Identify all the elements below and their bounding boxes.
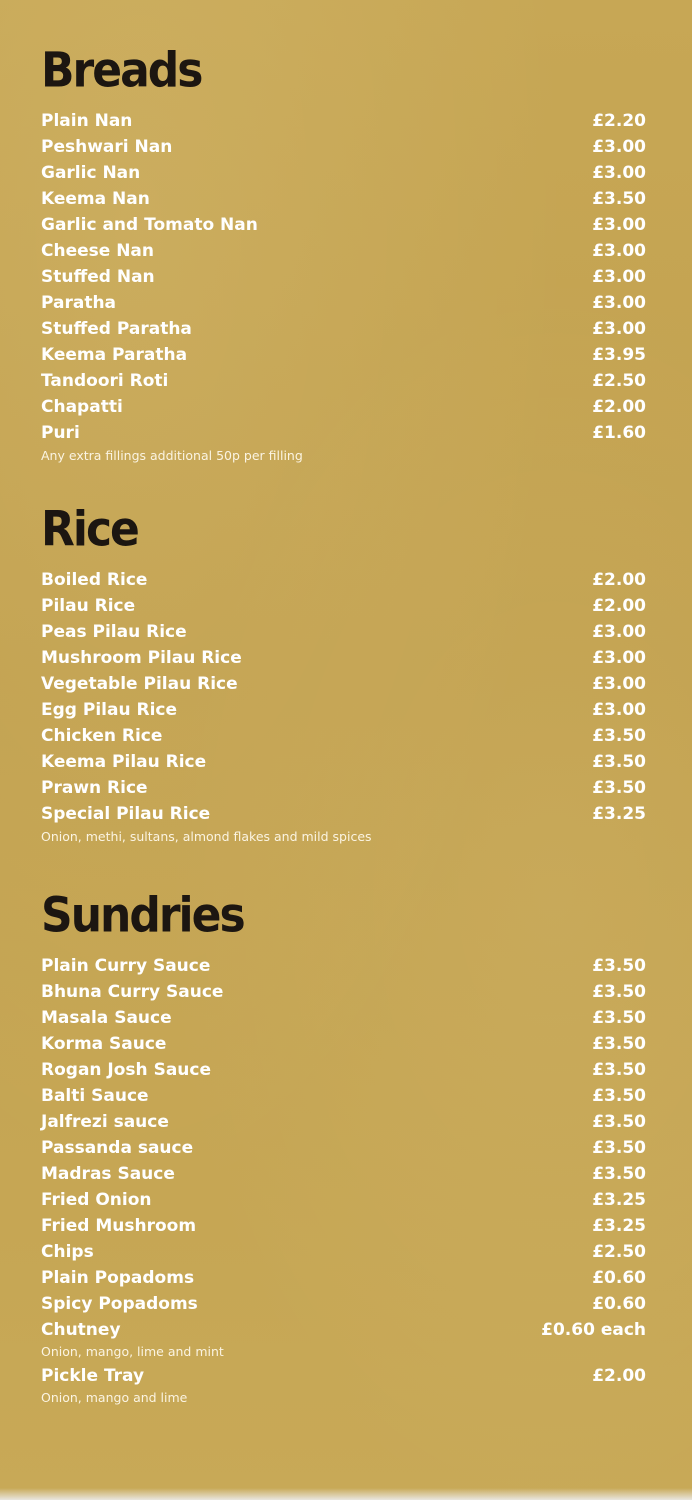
- item-name: Prawn Rice: [41, 778, 148, 798]
- menu-item: [41, 394, 646, 420]
- menu-item: [41, 1317, 646, 1343]
- item-name: Bhuna Curry Sauce: [41, 982, 224, 1002]
- menu-item: [41, 1135, 646, 1161]
- menu-item: [41, 1213, 646, 1239]
- section-breads: [41, 42, 646, 466]
- item-name: Peshwari Nan: [41, 137, 173, 157]
- menu-item: [41, 1291, 646, 1317]
- item-name: Passanda sauce: [41, 1138, 194, 1158]
- item-name: Stuffed Paratha: [41, 319, 192, 339]
- menu-item: [41, 775, 646, 801]
- menu-item: [41, 979, 646, 1005]
- item-name: Madras Sauce: [41, 1164, 175, 1184]
- menu-item: [41, 1161, 646, 1187]
- item-name: Chips: [41, 1242, 94, 1262]
- menu-item: [41, 290, 646, 316]
- item-name: Pickle Tray: [41, 1366, 145, 1386]
- item-price: £3.50: [592, 956, 646, 976]
- menu-item: [41, 749, 646, 775]
- item-price: £3.00: [592, 700, 646, 720]
- item-price: £3.00: [592, 137, 646, 157]
- menu-item: [41, 368, 646, 394]
- item-description: Onion, mango and lime: [41, 1390, 188, 1405]
- item-name: Spicy Popadoms: [41, 1294, 198, 1314]
- item-name: Korma Sauce: [41, 1034, 167, 1054]
- menu-item: [41, 134, 646, 160]
- section-title-breads: Breads: [41, 42, 202, 99]
- item-name: Fried Mushroom: [41, 1216, 197, 1236]
- item-price: £3.00: [592, 674, 646, 694]
- section-note: Onion, methi, sultans, almond flakes and mild spices: [41, 829, 372, 844]
- menu-item: [41, 697, 646, 723]
- item-price: £2.50: [592, 371, 646, 391]
- item-price: £3.00: [592, 319, 646, 339]
- item-name: Masala Sauce: [41, 1008, 172, 1028]
- item-name: Keema Paratha: [41, 345, 188, 365]
- menu-item: [41, 567, 646, 593]
- section-title-sundries: Sundries: [41, 887, 244, 944]
- menu-item: [41, 264, 646, 290]
- menu-item: [41, 593, 646, 619]
- item-price: £3.50: [592, 752, 646, 772]
- item-name: Jalfrezi sauce: [41, 1112, 169, 1132]
- item-description: Onion, mango, lime and mint: [41, 1344, 224, 1359]
- item-price: £0.60: [592, 1294, 646, 1314]
- item-name: Boiled Rice: [41, 570, 148, 590]
- item-name: Garlic Nan: [41, 163, 141, 183]
- item-price: £3.00: [592, 293, 646, 313]
- item-name: Stuffed Nan: [41, 267, 155, 287]
- breads-list: [41, 108, 646, 466]
- item-name: Fried Onion: [41, 1190, 152, 1210]
- item-price: £2.00: [592, 1366, 646, 1386]
- item-name: Special Pilau Rice: [41, 804, 211, 824]
- menu-item: [41, 1265, 646, 1291]
- menu-item: [41, 953, 646, 979]
- item-price: £3.25: [592, 1190, 646, 1210]
- menu-item: [41, 160, 646, 186]
- item-price: £1.60: [592, 423, 646, 443]
- item-name: Garlic and Tomato Nan: [41, 215, 258, 235]
- menu-item: [41, 1057, 646, 1083]
- menu-item: [41, 1187, 646, 1213]
- item-price: £3.00: [592, 648, 646, 668]
- item-name: Paratha: [41, 293, 117, 313]
- item-price: £3.50: [592, 1034, 646, 1054]
- item-price: £0.60 each: [541, 1320, 646, 1340]
- menu-item: [41, 1005, 646, 1031]
- item-name: Rogan Josh Sauce: [41, 1060, 211, 1080]
- item-name: Egg Pilau Rice: [41, 700, 177, 720]
- section-note: Any extra fillings additional 50p per filling: [41, 448, 303, 463]
- item-price: £3.50: [592, 778, 646, 798]
- menu-item: [41, 619, 646, 645]
- item-name: Balti Sauce: [41, 1086, 149, 1106]
- item-price: £2.50: [592, 1242, 646, 1262]
- menu-item: [41, 645, 646, 671]
- menu-item: [41, 801, 646, 827]
- item-price: £2.20: [592, 111, 646, 131]
- item-price: £3.00: [592, 241, 646, 261]
- menu-item: [41, 671, 646, 697]
- item-name: Tandoori Roti: [41, 371, 169, 391]
- item-name: Chapatti: [41, 397, 123, 417]
- item-name: Plain Nan: [41, 111, 133, 131]
- menu-item: [41, 186, 646, 212]
- item-name: Mushroom Pilau Rice: [41, 648, 242, 668]
- item-price: £2.00: [592, 570, 646, 590]
- menu-item: [41, 316, 646, 342]
- menu-item: [41, 212, 646, 238]
- item-name: Chutney: [41, 1320, 121, 1340]
- menu-item: [41, 1363, 646, 1389]
- item-price: £3.50: [592, 1086, 646, 1106]
- item-price: £3.00: [592, 267, 646, 287]
- sundries-list: [41, 953, 646, 1409]
- item-name: Cheese Nan: [41, 241, 155, 261]
- item-price: £3.50: [592, 726, 646, 746]
- item-name: Pilau Rice: [41, 596, 136, 616]
- item-price: £3.50: [592, 1112, 646, 1132]
- menu-item: [41, 1031, 646, 1057]
- item-name: Vegetable Pilau Rice: [41, 674, 238, 694]
- menu-item: [41, 420, 646, 446]
- menu-item: [41, 1109, 646, 1135]
- rice-list: [41, 567, 646, 847]
- item-price: £2.00: [592, 596, 646, 616]
- section-rice: [41, 501, 646, 847]
- page-bottom-edge: [0, 1488, 692, 1500]
- menu-item: [41, 1083, 646, 1109]
- item-name: Keema Pilau Rice: [41, 752, 207, 772]
- item-price: £3.50: [592, 1060, 646, 1080]
- menu-item: [41, 1239, 646, 1265]
- item-price: £3.95: [592, 345, 646, 365]
- item-name: Keema Nan: [41, 189, 150, 209]
- item-price: £3.00: [592, 163, 646, 183]
- menu-item: [41, 723, 646, 749]
- item-price: £2.00: [592, 397, 646, 417]
- item-price: £3.00: [592, 622, 646, 642]
- menu-item: [41, 108, 646, 134]
- item-price: £3.50: [592, 982, 646, 1002]
- section-sundries: [41, 887, 646, 1409]
- item-price: £3.50: [592, 189, 646, 209]
- item-price: £3.50: [592, 1138, 646, 1158]
- item-price: £3.50: [592, 1008, 646, 1028]
- item-price: £3.25: [592, 1216, 646, 1236]
- item-name: Puri: [41, 423, 80, 443]
- item-name: Peas Pilau Rice: [41, 622, 187, 642]
- menu-item: [41, 238, 646, 264]
- section-title-rice: Rice: [41, 501, 138, 558]
- item-price: £3.50: [592, 1164, 646, 1184]
- item-name: Plain Popadoms: [41, 1268, 195, 1288]
- item-name: Chicken Rice: [41, 726, 163, 746]
- menu-item: [41, 342, 646, 368]
- item-name: Plain Curry Sauce: [41, 956, 211, 976]
- item-price: £0.60: [592, 1268, 646, 1288]
- item-price: £3.00: [592, 215, 646, 235]
- item-price: £3.25: [592, 804, 646, 824]
